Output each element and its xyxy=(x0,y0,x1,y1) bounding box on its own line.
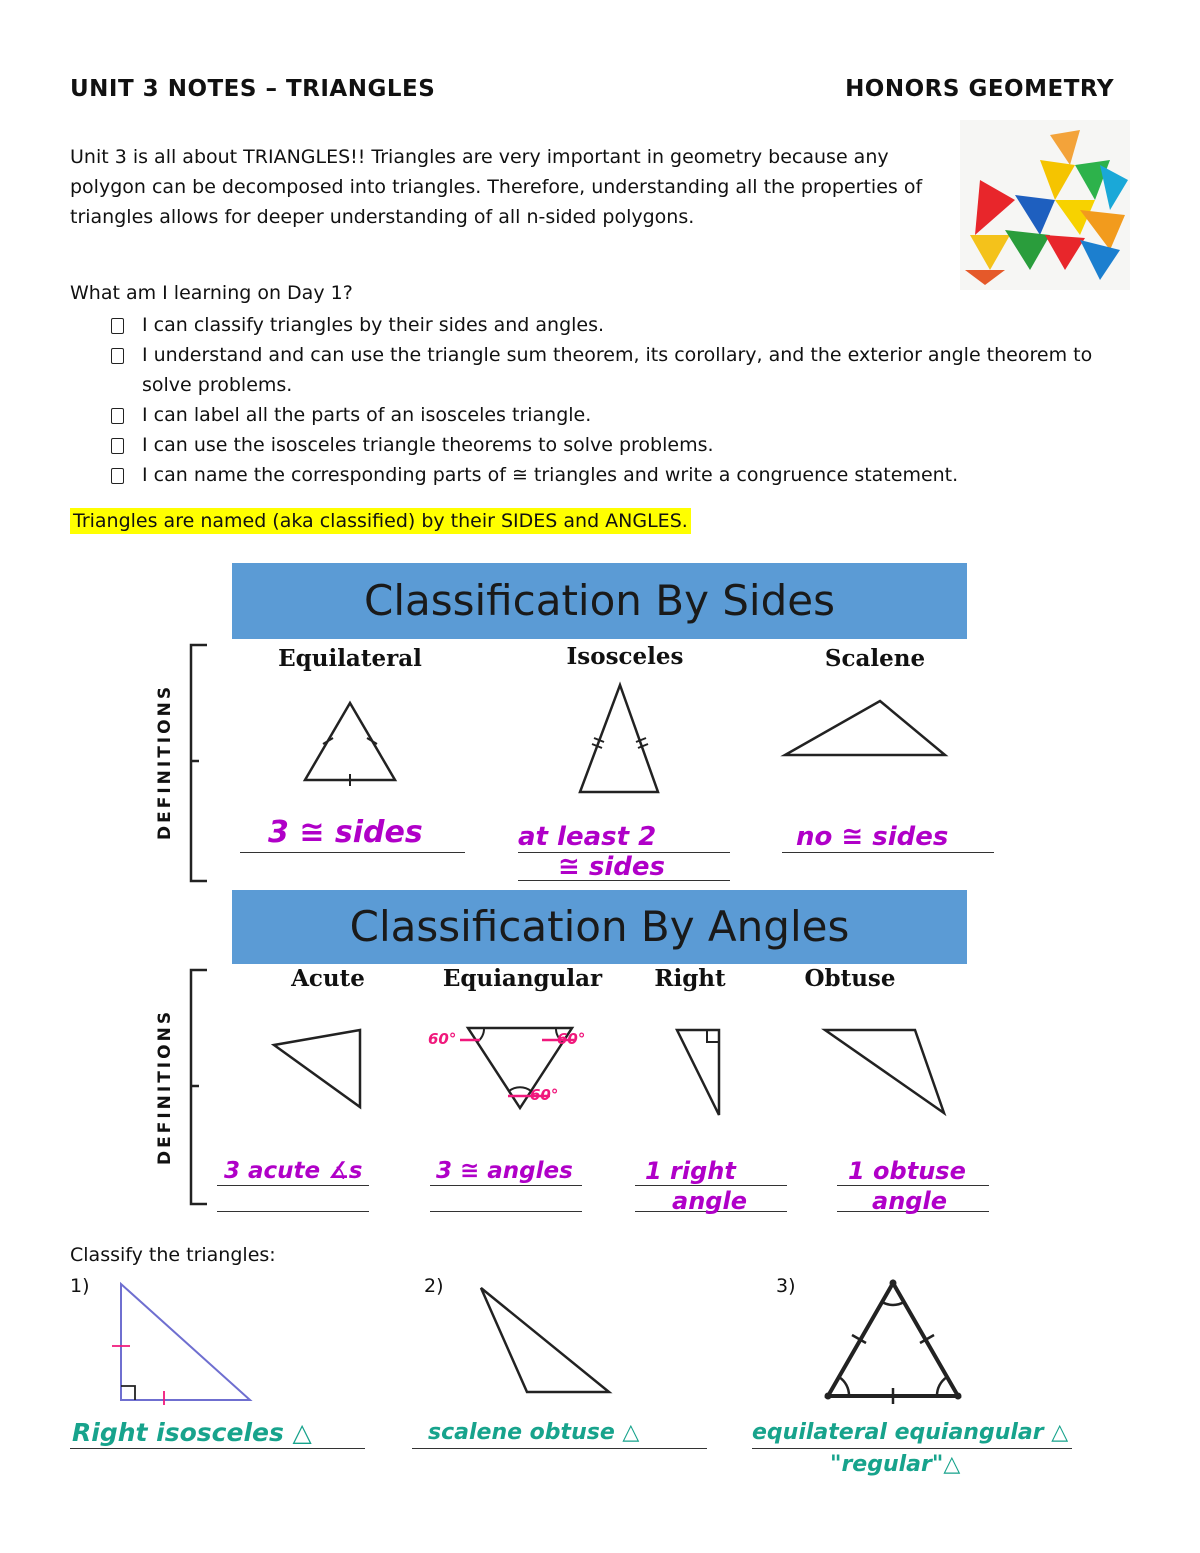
obtuse-label: Obtuse xyxy=(804,965,896,992)
scalene-answer: no ≅ sides xyxy=(796,822,949,852)
objectives-list xyxy=(108,310,1118,490)
obtuse-answer-line2: angle xyxy=(872,1187,947,1215)
angle-mark-left: 60° xyxy=(428,1030,457,1048)
angles-banner: Classification By Angles xyxy=(232,890,967,964)
classify-label: Classify the triangles: xyxy=(70,1244,276,1266)
angle-mark-bottom: 60° xyxy=(530,1086,559,1104)
scalene-label: Scalene xyxy=(824,645,926,672)
right-label: Right xyxy=(654,965,726,992)
isosceles-label: Isosceles xyxy=(566,643,684,670)
problem-3-answer-line2: "regular"△ xyxy=(830,1452,961,1477)
scalene-triangle xyxy=(780,695,950,765)
equilateral-triangle xyxy=(295,695,405,790)
problem-1-triangle xyxy=(108,1280,258,1405)
sides-banner: Classification By Sides xyxy=(232,563,967,639)
isosceles-answer: at least 2 xyxy=(518,822,657,852)
problem-number: 1) xyxy=(70,1275,90,1297)
objective-item: I understand and can use the triangle sum theorem, its corollary, and the exterior angle theorem to solve problems. xyxy=(108,340,1118,400)
isosceles-triangle xyxy=(570,680,670,800)
objective-item: I can label all the parts of an isosceles triangle. xyxy=(108,400,1118,430)
obtuse-triangle xyxy=(820,1025,950,1117)
equiangular-answer-blank[interactable] xyxy=(430,1185,582,1212)
page-title: UNIT 3 NOTES – TRIANGLES xyxy=(70,76,436,102)
right-triangle xyxy=(672,1025,727,1120)
equilateral-answer: 3 ≅ sides xyxy=(268,815,423,850)
problem-number: 2) xyxy=(424,1275,444,1297)
problem-number: 3) xyxy=(776,1275,796,1297)
checkbox-icon[interactable] xyxy=(111,438,124,454)
obtuse-answer: 1 obtuse xyxy=(848,1157,966,1185)
intro-paragraph xyxy=(70,142,930,232)
definitions-label: DEFINITIONS xyxy=(155,1008,175,1165)
problem-2-answer: scalene obtuse △ xyxy=(428,1420,640,1445)
checkbox-icon[interactable] xyxy=(111,468,124,484)
checkbox-icon[interactable] xyxy=(111,318,124,334)
acute-triangle xyxy=(268,1025,368,1110)
equilateral-label: Equilateral xyxy=(278,645,422,672)
equiangular-label: Equiangular xyxy=(442,965,603,992)
checkbox-icon[interactable] xyxy=(111,348,124,364)
highlighted-statement: Triangles are named (aka classified) by their SIDES and ANGLES. xyxy=(70,508,691,534)
acute-answer-blank[interactable] xyxy=(217,1185,369,1212)
problem-1-answer: Right isosceles △ xyxy=(72,1418,312,1447)
right-answer: 1 right xyxy=(645,1157,736,1185)
angle-mark-right: 60° xyxy=(557,1030,586,1048)
acute-label: Acute xyxy=(291,965,365,992)
learning-question: What am I learning on Day 1? xyxy=(70,282,353,304)
problem-3-triangle xyxy=(818,1276,968,1404)
intro-text: Unit 3 is all about TRIANGLES!! Triangles are very important in geometry because any polygon can be decomposed into triangles. Therefore, understanding all the properties of triangles allows for deeper understanding of all n-sided polygons. xyxy=(70,146,923,228)
right-answer-line2: angle xyxy=(672,1187,747,1215)
objective-item: I can classify triangles by their sides and angles. xyxy=(108,310,1118,340)
bracket-icon xyxy=(185,643,215,883)
problem-2-triangle xyxy=(475,1282,615,1397)
objective-item: I can name the corresponding parts of ≅ triangles and write a congruence statement. xyxy=(108,460,1118,490)
equiangular-answer: 3 ≅ angles xyxy=(436,1158,573,1184)
objective-item: I can use the isosceles triangle theorems to solve problems. xyxy=(108,430,1118,460)
bracket-icon xyxy=(185,968,215,1206)
course-name: HONORS GEOMETRY xyxy=(845,76,1114,102)
isosceles-answer-line2: ≅ sides xyxy=(558,852,665,882)
colorful-triangle-blocks-photo xyxy=(960,120,1130,290)
checkbox-icon[interactable] xyxy=(111,408,124,424)
definitions-label: DEFINITIONS xyxy=(155,683,175,840)
acute-answer: 3 acute ∡s xyxy=(224,1158,363,1184)
problem-3-answer: equilateral equiangular △ xyxy=(752,1420,1069,1445)
